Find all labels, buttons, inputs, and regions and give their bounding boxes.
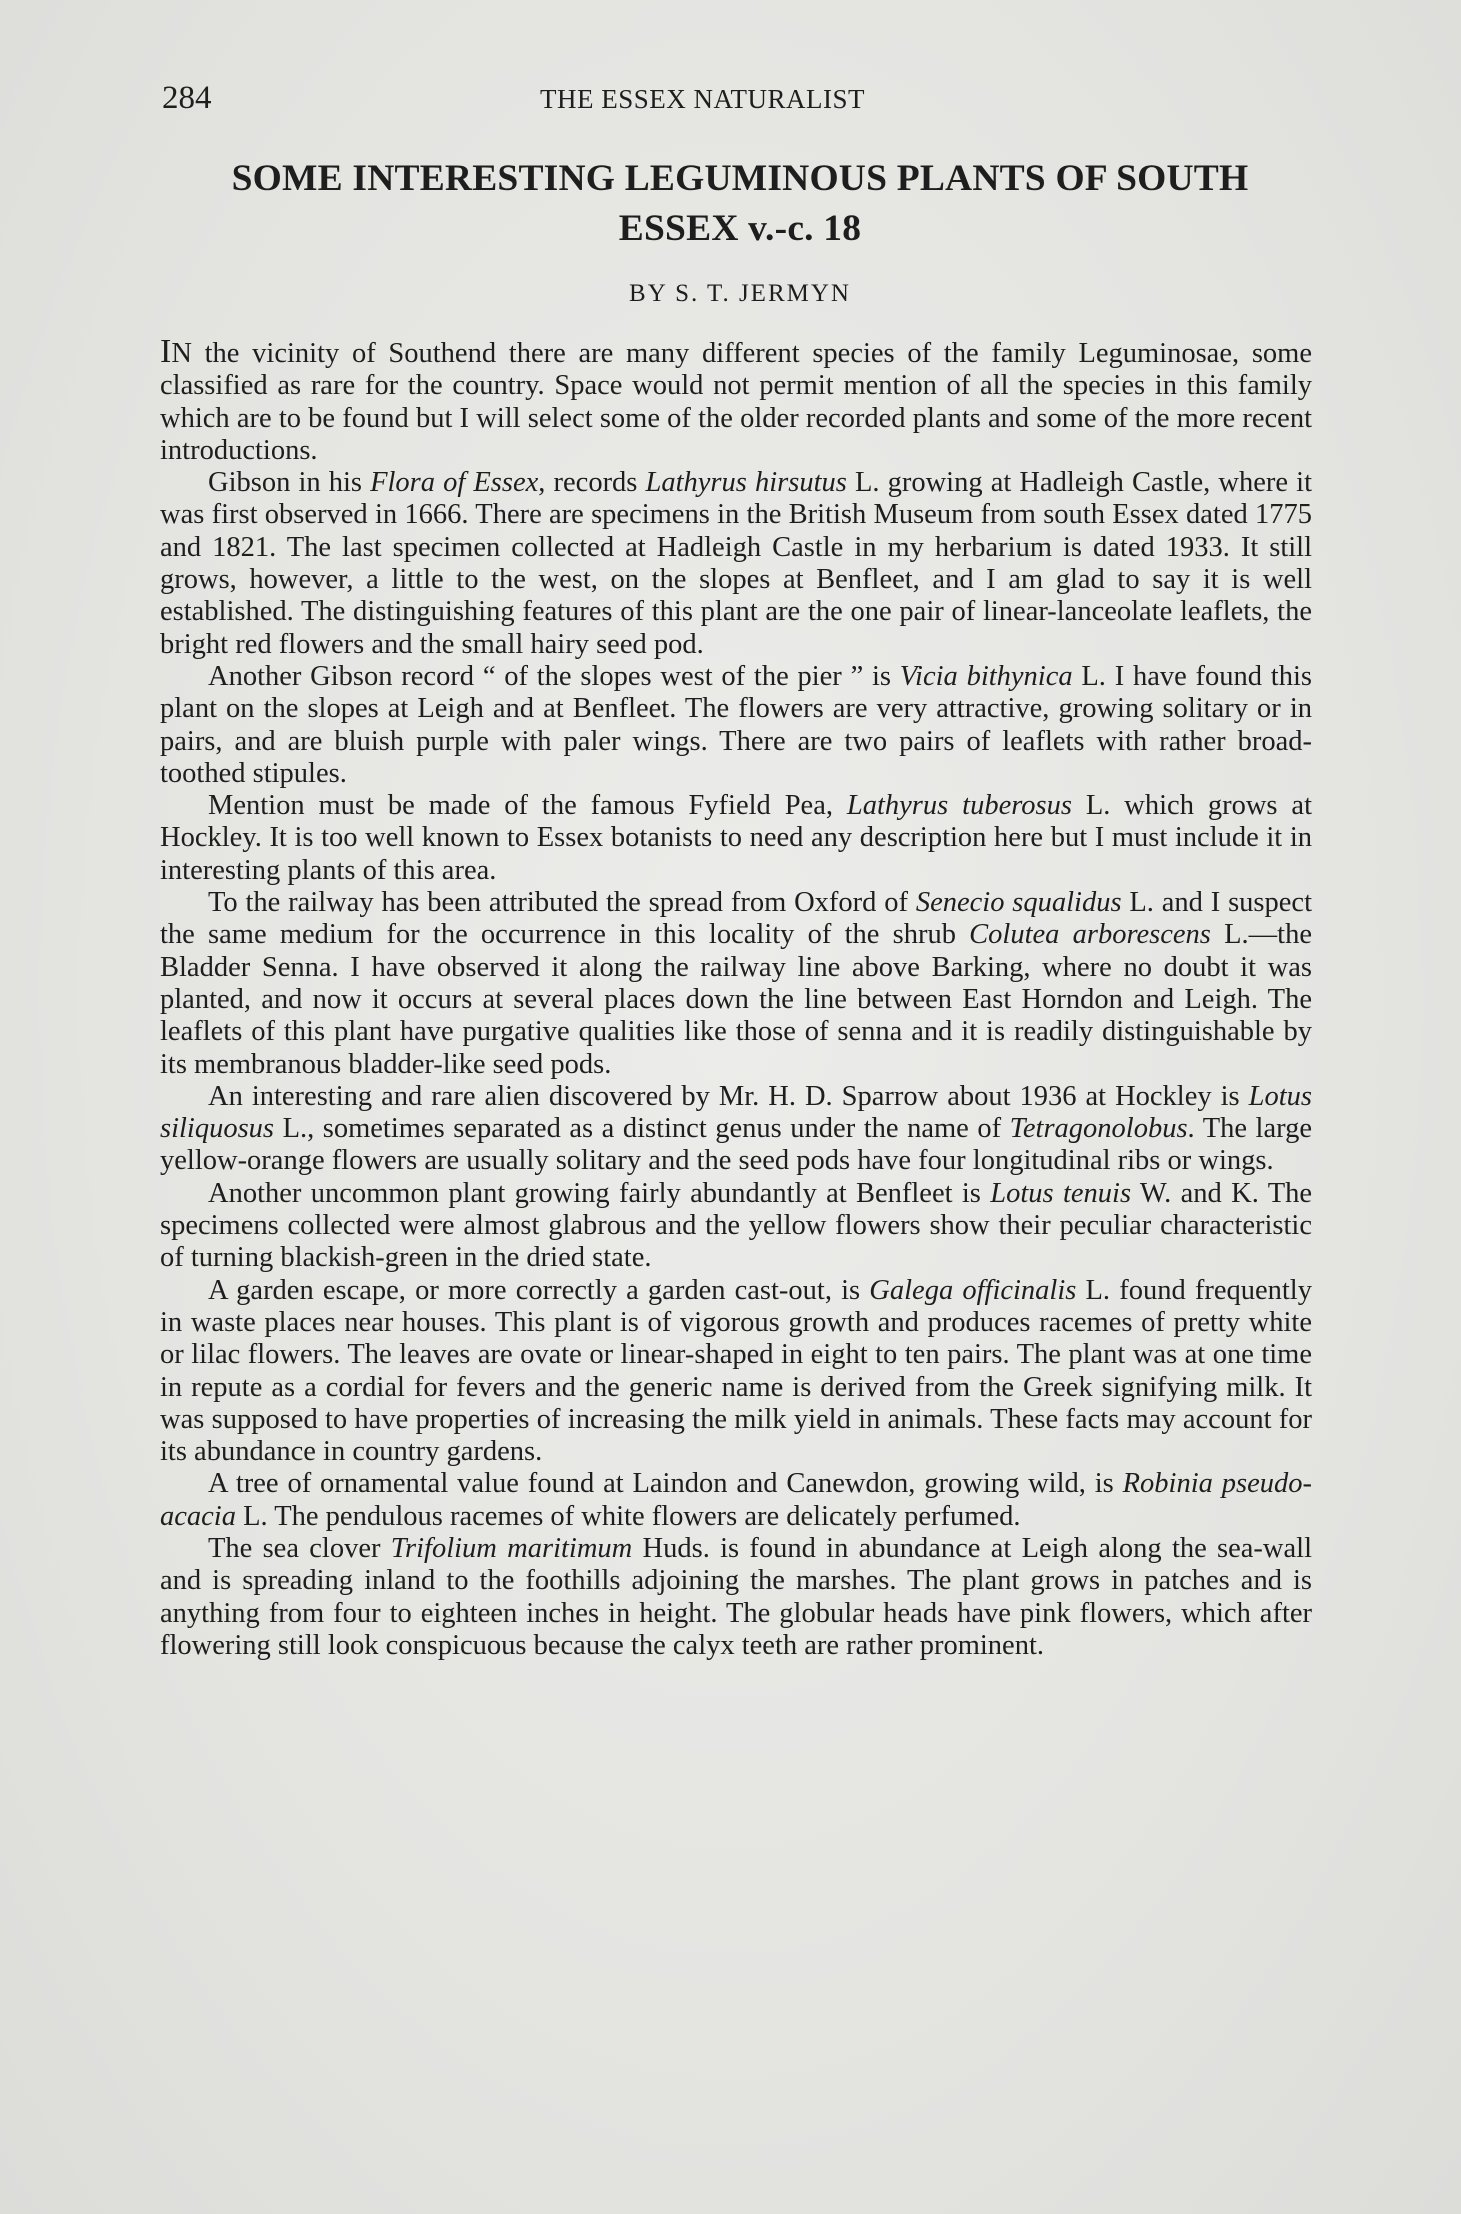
- text-run: A tree of ornamental value found at Laindon and Canewdon, growing wild, is: [208, 1468, 1123, 1500]
- text-run: . The large yellow-orange flowers are usually solitary and the seed pods have four longitudinal ribs or wings.: [160, 1113, 1312, 1177]
- text-run: N the vicinity of Southend there are many different species of the family Leguminosae, some classified as rare for the country. Space would not permit mention of all the species in this family which are to be found but I will select some of the older recorded plants and some of the more recent introductions.: [160, 338, 1312, 466]
- text-run: Mention must be made of the famous Fyfield Pea,: [208, 790, 847, 822]
- paragraph: [160, 790, 1312, 887]
- text-run: A garden escape, or more correctly a garden cast-out, is: [208, 1274, 870, 1306]
- text-run: L. found frequently in waste places near houses. This plant is of vigorous growth and produces racemes of pretty white or lilac flowers. The leaves are ovate or linear-shaped in eight to ten pairs. The plant was at one time in repute as a cordial for fevers and the generic name is derived from the Greek signifying milk. It was supposed to have properties of increasing the milk yield in animals. These facts may account for its abundance in country gardens.: [160, 1274, 1312, 1468]
- byline: BY S. T. JERMYN: [629, 280, 851, 307]
- text-run: L. growing at Hadleigh Castle, where it was first observed in 1666. There are specimens in the British Museum from south Essex dated 1775 and 1821. The last specimen collected at Hadleigh Castle in my herbarium is dated 1933. It still grows, however, a little to the west, on the slopes at Benfleet, and I am glad to say it is well established. The distinguishing features of this plant are the one pair of linear-lanceolate leaflets, the bright red flowers and the small hairy seed pod.: [160, 467, 1312, 660]
- paragraph: [160, 1468, 1312, 1533]
- page-number: 284: [162, 80, 212, 116]
- italic-name: Senecio squalidus: [915, 887, 1122, 919]
- paragraph: [160, 887, 1312, 1081]
- text-run: Huds. is found in abundance at Leigh along the sea-wall and is spreading inland to the foothills adjoining the marshes. The plant grows in patches and is anything from four to eighteen inches in height. The globular heads have pink flowers, which after flowering still look conspicuous because the calyx teeth are rather prominent.: [160, 1532, 1312, 1661]
- italic-name: Lathyrus tuberosus: [846, 790, 1072, 822]
- text-run: , records: [538, 467, 646, 499]
- italic-name: Galega officinalis: [869, 1274, 1077, 1306]
- paragraph: [160, 1275, 1312, 1469]
- italic-name: Lotus siliquosus: [160, 1080, 1312, 1145]
- drop-cap: I: [160, 333, 172, 370]
- article-title-line-1: SOME INTERESTING LEGUMINOUS PLANTS OF SOUTH: [231, 158, 1249, 199]
- italic-name: Lotus tenuis: [990, 1177, 1132, 1209]
- text-run: W. and K. The specimens collected were almost glabrous and the yellow flowers show their peculiar characteristic of turning blackish-green in the dried state.: [160, 1177, 1313, 1274]
- italic-name: Colutea arborescens: [969, 919, 1211, 951]
- italic-name: Tetragonolobus: [1009, 1113, 1188, 1145]
- text-run: Another Gibson record “ of the slopes west of the pier ” is: [208, 660, 900, 692]
- article-title: [150, 154, 1330, 254]
- text-run: Another uncommon plant growing fairly abundantly at Benfleet is: [208, 1177, 991, 1209]
- paragraph: [160, 1178, 1312, 1275]
- running-head: [162, 80, 1312, 124]
- italic-name: Flora of Essex: [370, 467, 539, 499]
- paragraph: [160, 1081, 1312, 1178]
- paragraph: [160, 467, 1312, 661]
- article-body: [160, 333, 1313, 1662]
- text-run: To the railway has been attributed the spread from Oxford of: [208, 887, 916, 919]
- text-run: L. and I suspect the same medium for the occurrence in this locality of the shrub: [160, 887, 1312, 951]
- text-run: L. I have found this plant on the slopes at Leigh and at Benfleet. The flowers are very attractive, growing solitary or in pairs, and are bluish purple with paler wings. There are two pairs of leaflets with rather broad-toothed stipules.: [160, 660, 1312, 789]
- text-run: Gibson in his: [208, 467, 371, 499]
- paragraph: [160, 661, 1312, 790]
- journal-title: THE ESSEX NATURALIST: [540, 84, 865, 114]
- article-title-line-2: ESSEX v.-c. 18: [618, 208, 862, 249]
- text-run: L. which grows at Hockley. It is too well known to Essex botanists to need any description here but I must include it in interesting plants of this area.: [160, 790, 1312, 886]
- text-run: L., sometimes separated as a distinct genus under the name of: [274, 1113, 1010, 1145]
- italic-name: Lathyrus hirsutus: [645, 467, 847, 499]
- text-run: L. The pendulous racemes of white flowers are delicately perfumed.: [235, 1500, 1021, 1532]
- text-run: L.—the Bladder Senna. I have observed it along the railway line above Barking, where no doubt it was planted, and now it occurs at several places down the line between East Horndon and Leigh. The leaflets of this plant have purgative qualities like those of senna and it is readily distinguishable by its membranous bladder-like seed pods.: [160, 919, 1312, 1080]
- italic-name: Trifolium maritimum: [390, 1532, 633, 1564]
- text-run: The sea clover: [208, 1532, 391, 1564]
- italic-name: Robinia pseudo-acacia: [160, 1468, 1312, 1532]
- italic-name: Vicia bithynica: [899, 660, 1073, 692]
- paragraph: [160, 333, 1312, 467]
- paragraph: [160, 1533, 1312, 1662]
- text-run: An interesting and rare alien discovered by Mr. H. D. Sparrow about 1936 at Hockley is: [208, 1080, 1249, 1112]
